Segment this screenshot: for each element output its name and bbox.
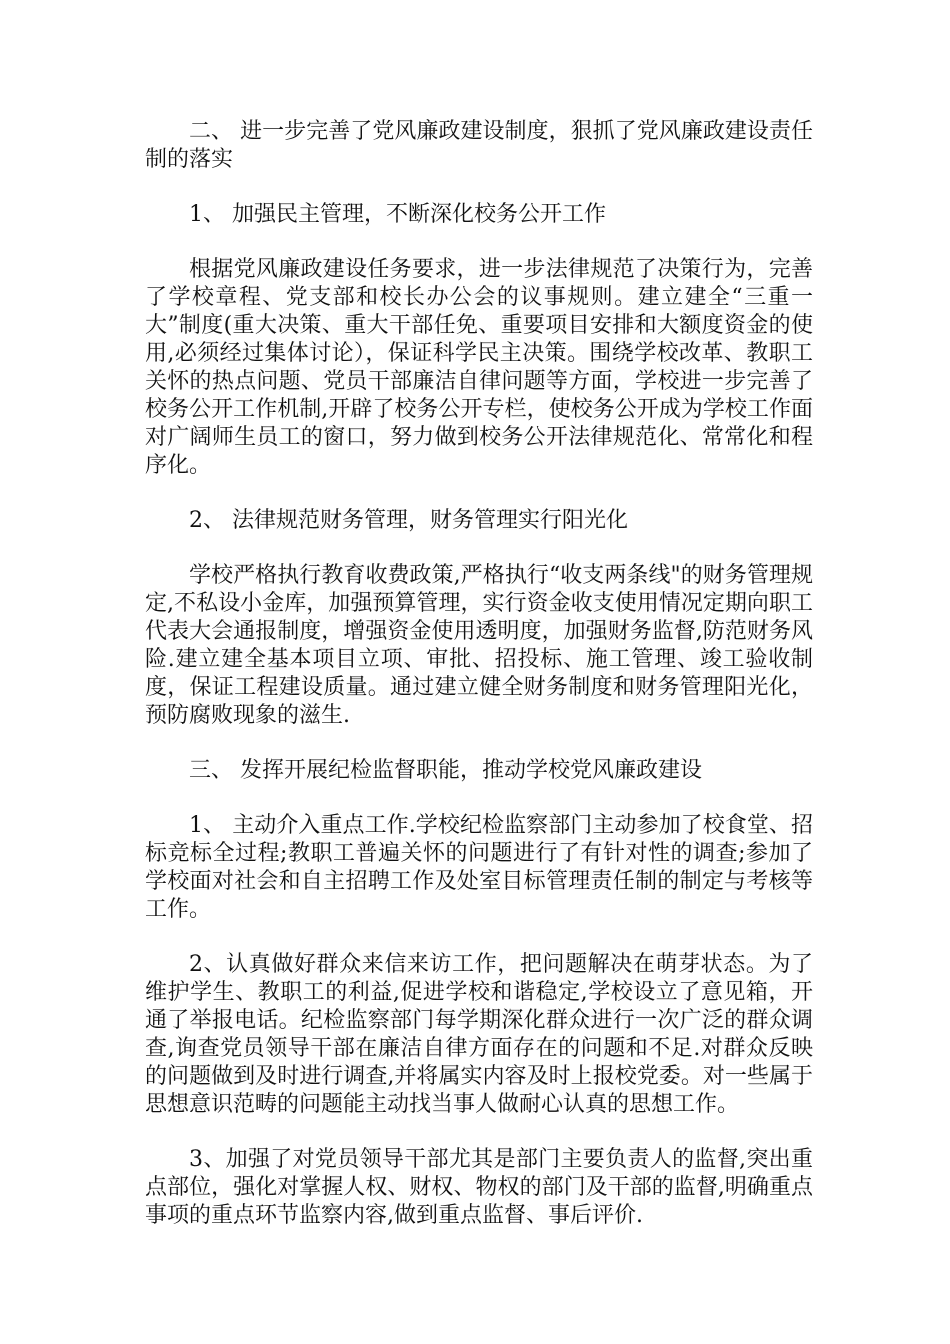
paragraph-key-work: 1、 主动介入重点工作.学校纪检监察部门主动参加了校食堂、招标竞标全过程;教职工普遍关怀的问题进行了有针对性的调查;参加了学校面对社会和自主招聘工作及处室目标管理责任制的制定与考核等工作。	[145, 813, 813, 922]
paragraph-letters-visits: 2、认真做好群众来信来访工作，把问题解决在萌芽状态。为了维护学生、教职工的利益,促进学校和谐稳定,学校设立了意见箱，开通了举报电话。纪检监察部门每学期深化群众进行一次广泛的群众调查,询查党员领导干部在廉洁自律方面存在的问题和不足.对群众反映的问题做到及时进行调查,并将属实内容及时上报校党委。对一些属于思想意识范畴的问题能主动找当事人做耐心认真的思想工作。	[145, 952, 813, 1117]
paragraph-finance-management: 学校严格执行教育收费政策,严格执行“收支两条线"的财务管理规定,不私设小金库，加强预算管理，实行资金收支使用情况定期向职工代表大会通报制度，增强资金使用透明度，加强财务监督,防范财务风险.建立建全基本项目立项、审批、招投标、施工管理、竣工验收制度，保证工程建设质量。通过建立健全财务制度和财务管理阳光化，预防腐败现象的滋生.	[145, 563, 813, 728]
paragraph-democratic-management: 根据党风廉政建设任务要求，进一步法律规范了决策行为，完善了学校章程、党支部和校长办公会的议事规则。建立建全“三重一大”制度(重大决策、重大干部任免、重要项目安排和大额度资金的使用,必须经过集体讨论），保证科学民主决策。围绕学校改革、教职工关怀的热点问题、党员干部廉洁自律问题等方面，学校进一步完善了校务公开工作机制,开辟了校务公开专栏，使校务公开成为学校工作面对广阔师生员工的窗口，努力做到校务公开法律规范化、常常化和程序化。	[145, 257, 813, 478]
subheading-2-1: 1、 加强民主管理，不断深化校务公开工作	[189, 202, 606, 227]
section-heading-2: 二、 进一步完善了党风廉政建设制度，狠抓了党风廉政建设责任制的落实	[145, 119, 813, 172]
document-body	[145, 118, 813, 1230]
section-heading-3: 三、 发挥开展纪检监督职能，推动学校党风廉政建设	[189, 758, 702, 783]
paragraph-supervision: 3、加强了对党员领导干部尤其是部门主要负责人的监督,突出重点部位，强化对掌握人权、财权、物权的部门及干部的监督,明确重点事项的重点环节监察内容,做到重点监督、事后评价.	[145, 1147, 813, 1228]
subheading-2-2: 2、 法律规范财务管理，财务管理实行阳光化	[189, 508, 628, 533]
